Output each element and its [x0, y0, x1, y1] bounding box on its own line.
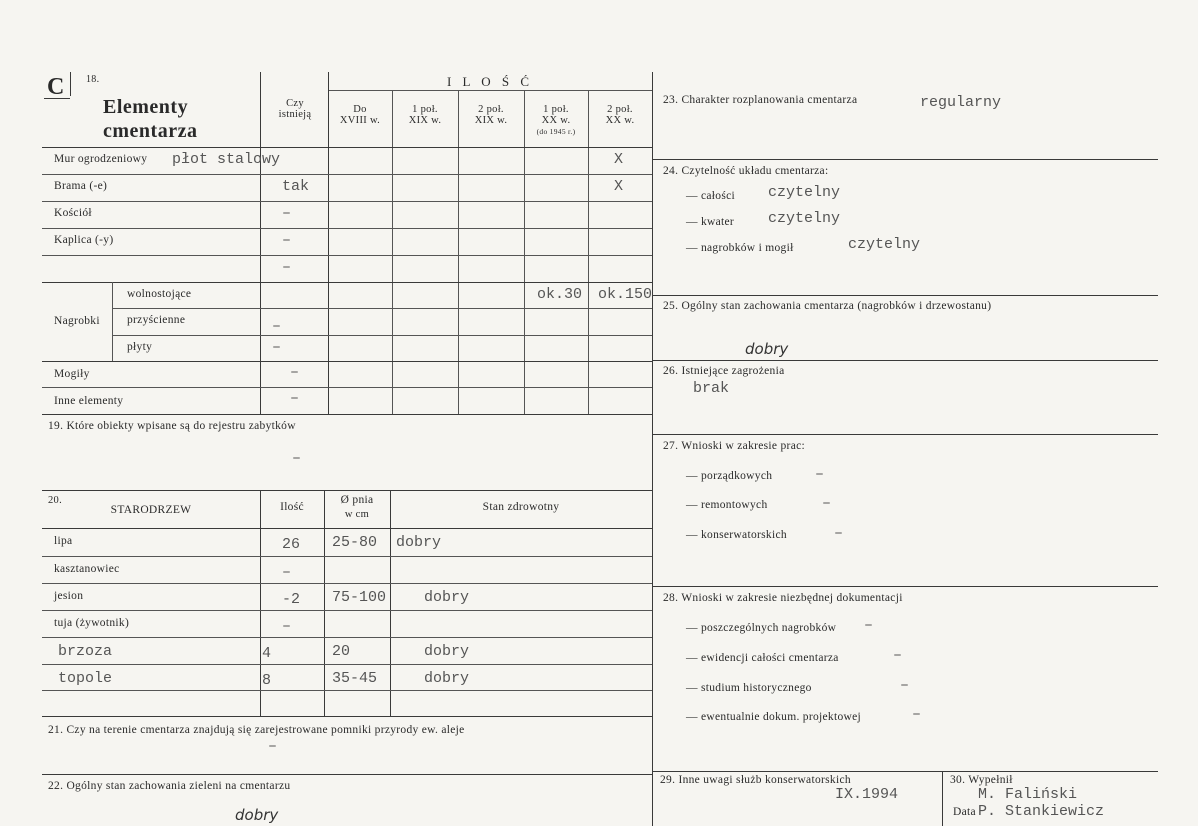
q27-item-value: – — [822, 495, 832, 512]
nagrobki-type: przyścienne — [127, 314, 186, 326]
q25-value: dobry — [745, 340, 789, 358]
inne-exists: – — [290, 390, 300, 407]
tree-diam: 25-80 — [332, 534, 378, 551]
nagrobki-type: płyty — [127, 341, 153, 353]
q27-item-label: — porządkowych — [686, 470, 773, 482]
tree-name: kasztanowiec — [54, 563, 120, 575]
tree-qty: 8 — [262, 672, 272, 689]
col-period-line2: XIX w. — [474, 115, 508, 126]
q27-item-value: – — [815, 466, 825, 483]
tree-name: jesion — [54, 590, 84, 602]
col-period-line1: 2 poł. — [607, 104, 633, 115]
q29-label: 29. Inne uwagi służb konserwatorskich — [660, 774, 851, 786]
tree-state: dobry — [424, 670, 470, 687]
q20-col-qty: Ilość — [280, 501, 304, 513]
q27-item-label: — konserwatorskich — [686, 529, 787, 541]
nagrobki-exists: – — [272, 318, 282, 335]
inne-label: Inne elementy — [54, 395, 124, 407]
q30-date-label: Data — [953, 806, 976, 818]
col-period-line2: XVIII w. — [339, 115, 381, 126]
col-period-line2: XX w. — [541, 115, 571, 126]
tree-name: tuja (żywotnik) — [54, 617, 130, 629]
tree-diam: 20 — [332, 643, 351, 660]
row-period-mark: X — [614, 151, 624, 168]
mogily-exists: – — [290, 364, 300, 381]
tree-name: brzoza — [58, 643, 113, 660]
section-title-2: cmentarza — [103, 120, 198, 142]
nagrobki-count-c4: ok.30 — [537, 286, 583, 303]
q26-value: brak — [693, 380, 730, 397]
q24-item-label: — nagrobków i mogił — [686, 242, 794, 254]
q30-label: 30. Wypełnił — [950, 774, 1013, 786]
q20-col-name: STARODRZEW — [110, 504, 192, 516]
col-ilosc: I L O Ś Ć — [446, 74, 534, 89]
q27-label: 27. Wnioski w zakresie prac: — [663, 440, 805, 452]
q30-value: M. Faliński — [978, 786, 1078, 803]
nagrobki-count-c5: ok.150 — [598, 286, 653, 303]
col-period-line3: (do 1945 r.) — [536, 127, 576, 136]
col-exists-line2: istnieją — [278, 109, 312, 120]
q22-value: dobry — [235, 806, 279, 824]
q20-col-diam-2: w cm — [344, 509, 370, 520]
row-label: Brama (-e) — [54, 180, 108, 192]
q27-item-value: – — [834, 525, 844, 542]
tree-name: topole — [58, 670, 113, 687]
col-period-line2: XIX w. — [408, 115, 442, 126]
section-letter: C — [47, 74, 65, 100]
nagrobki-exists: – — [272, 339, 282, 356]
q24-item-value: czytelny — [848, 236, 921, 253]
q28-item-label: — ewentualnie dokum. projektowej — [686, 711, 862, 723]
q23-value: regularny — [920, 94, 1002, 111]
col-period-line1: 1 poł. — [412, 104, 438, 115]
nagrobki-type: wolnostojące — [127, 288, 192, 300]
tree-qty: -2 — [282, 591, 301, 608]
tree-diam: 75-100 — [332, 589, 387, 606]
q24-item-value: czytelny — [768, 210, 841, 227]
row-exists: tak — [282, 178, 310, 195]
row-label: Kaplica (-y) — [54, 234, 114, 246]
col-period-line2: XX w. — [605, 115, 635, 126]
tree-state: dobry — [396, 534, 442, 551]
section-title-1: Elementy — [103, 96, 189, 118]
q28-item-value: – — [900, 677, 910, 694]
q21-value: – — [268, 738, 278, 755]
q20-col-diam-1: Ø pnia — [340, 494, 374, 506]
row-exists: – — [282, 259, 292, 276]
mogily-label: Mogiły — [54, 368, 90, 380]
q25-label: 25. Ogólny stan zachowania cmentarza (nagrobków i drzewostanu) — [663, 300, 992, 312]
tree-state: dobry — [424, 589, 470, 606]
row-exists: – — [282, 205, 292, 222]
q24-label: 24. Czytelność układu cmentarza: — [663, 165, 829, 177]
q28-item-value: – — [864, 617, 874, 634]
nagrobki-label: Nagrobki — [54, 315, 100, 327]
q19-label: 19. Które obiekty wpisane są do rejestru zabytków — [48, 420, 296, 432]
q26-label: 26. Istniejące zagrożenia — [663, 365, 785, 377]
col-exists-line1: Czy — [286, 98, 304, 109]
tree-qty: – — [282, 618, 292, 635]
row-exists: – — [282, 232, 292, 249]
q28-item-label: — studium historycznego — [686, 682, 812, 694]
q24-item-label: — kwater — [686, 216, 735, 228]
section-number: 18. — [86, 74, 100, 85]
tree-qty: 26 — [282, 536, 301, 553]
q24-item-label: — całości — [686, 190, 736, 202]
tree-qty: 4 — [262, 645, 272, 662]
row-label: Mur ogrodzeniowy — [54, 153, 148, 165]
q20-col-state: Stan zdrowotny — [482, 501, 560, 513]
q21-label: 21. Czy na terenie cmentarza znajdują się zarejestrowane pomniki przyrody ew. aleje — [48, 724, 465, 736]
q28-item-value: – — [893, 647, 903, 664]
tree-state: dobry — [424, 643, 470, 660]
col-period-line1: 2 poł. — [478, 104, 504, 115]
q20-number: 20. — [48, 495, 63, 506]
row-note: płot stalowy — [172, 151, 281, 168]
q28-item-label: — ewidencji całości cmentarza — [686, 652, 839, 664]
q24-item-value: czytelny — [768, 184, 841, 201]
q23-label: 23. Charakter rozplanowania cmentarza — [663, 94, 858, 106]
q19-value: – — [292, 450, 302, 467]
q22-label: 22. Ogólny stan zachowania zieleni na cmentarzu — [48, 780, 291, 792]
q29-value: IX.1994 — [835, 786, 899, 803]
tree-name: lipa — [54, 535, 73, 547]
col-period-line1: Do — [353, 104, 367, 115]
q28-item-value: – — [912, 706, 922, 723]
row-period-mark: X — [614, 178, 624, 195]
q27-item-label: — remontowych — [686, 499, 768, 511]
row-label: Kościół — [54, 207, 92, 219]
tree-qty: – — [282, 564, 292, 581]
col-period-line1: 1 poł. — [543, 104, 569, 115]
tree-diam: 35-45 — [332, 670, 378, 687]
q30-date-value: P. Stankiewicz — [978, 803, 1105, 820]
q28-item-label: — poszczególnych nagrobków — [686, 622, 837, 634]
q28-label: 28. Wnioski w zakresie niezbędnej dokumentacji — [663, 592, 903, 604]
